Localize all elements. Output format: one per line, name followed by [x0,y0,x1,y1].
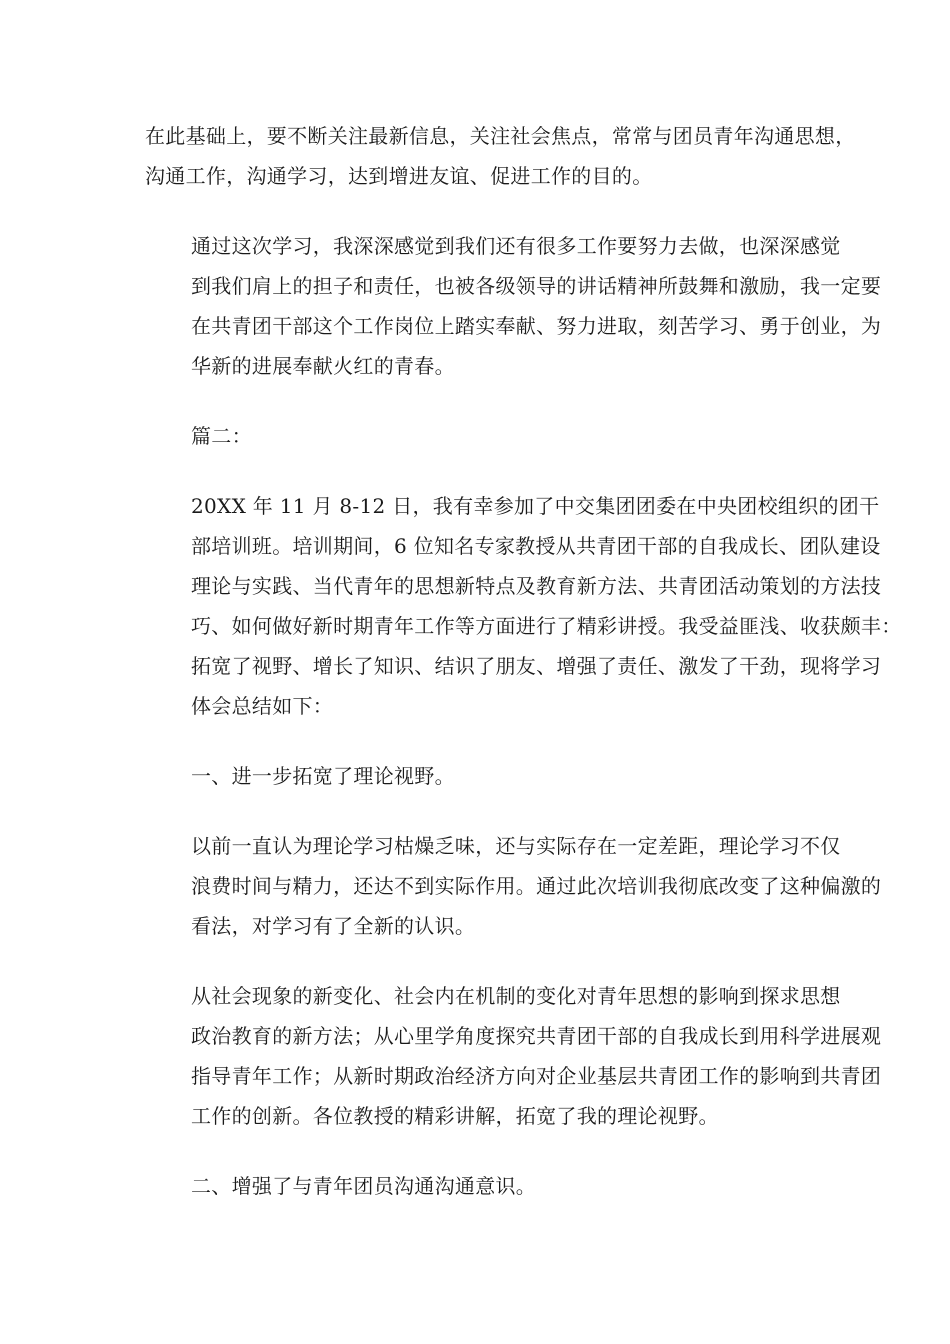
text-line: 二、增强了与青年团员沟通沟通意识。 [191,1174,537,1198]
text-line: 在此基础上，要不断关注最新信息，关注社会焦点，常常与团员青年沟通思想， [145,124,856,148]
text-line: 通过这次学习，我深深感觉到我们还有很多工作要努力去做，也深深感觉 [191,234,841,258]
paragraph-training-intro [145,486,902,726]
text-line: 指导青年工作；从新时期政治经济方向对企业基层共青团工作的影响到共青团 [191,1064,882,1088]
document-page [145,116,902,1236]
paragraph-social-change [145,976,882,1136]
text-line: 政治教育的新方法；从心里学角度探究共青团干部的自我成长到用科学进展观 [191,1024,882,1048]
text-line: 一、进一步拓宽了理论视野。 [191,764,455,788]
text-line: 理论与实践、当代青年的思想新特点及教育新方法、共青团活动策划的方法技 [191,574,882,598]
text-line: 体会总结如下： [191,694,334,718]
text-line: 部培训班。培训期间，6 位知名专家教授从共青团干部的自我成长、团队建设 [191,534,881,558]
text-line: 拓宽了视野、增长了知识、结识了朋友、增强了责任、激发了干劲，现将学习 [191,654,882,678]
paragraph-continuation [145,116,856,196]
text-line: 以前一直认为理论学习枯燥乏味，还与实际存在一定差距，理论学习不仅 [191,834,841,858]
paragraph-study-reflection [145,226,882,386]
section-heading-part-two [145,416,805,456]
section-heading-one [145,756,805,796]
text-line: 浪费时间与精力，还达不到实际作用。通过此次培训我彻底改变了这种偏激的 [191,874,882,898]
text-line: 20XX 年 11 月 8-12 日，我有幸参加了中交集团团委在中央团校组织的团干 [191,494,880,518]
text-line: 在共青团干部这个工作岗位上踏实奉献、努力进取，刻苦学习、勇于创业，为 [191,314,882,338]
text-line: 华新的进展奉献火红的青春。 [191,354,455,378]
text-line: 从社会现象的新变化、社会内在机制的变化对青年思想的影响到探求思想 [191,984,841,1008]
text-line: 工作的创新。各位教授的精彩讲解，拓宽了我的理论视野。 [191,1104,719,1128]
text-line: 看法，对学习有了全新的认识。 [191,914,476,938]
text-line: 巧、如何做好新时期青年工作等方面进行了精彩讲授。我受益匪浅、收获颇丰： [191,614,902,638]
paragraph-theory-view [145,826,882,946]
text-line: 篇二： [191,424,252,448]
text-line: 沟通工作，沟通学习，达到增进友谊、促进工作的目的。 [145,164,653,188]
text-line: 到我们肩上的担子和责任，也被各级领导的讲话精神所鼓舞和激励，我一定要 [191,274,882,298]
section-heading-two [145,1166,805,1206]
